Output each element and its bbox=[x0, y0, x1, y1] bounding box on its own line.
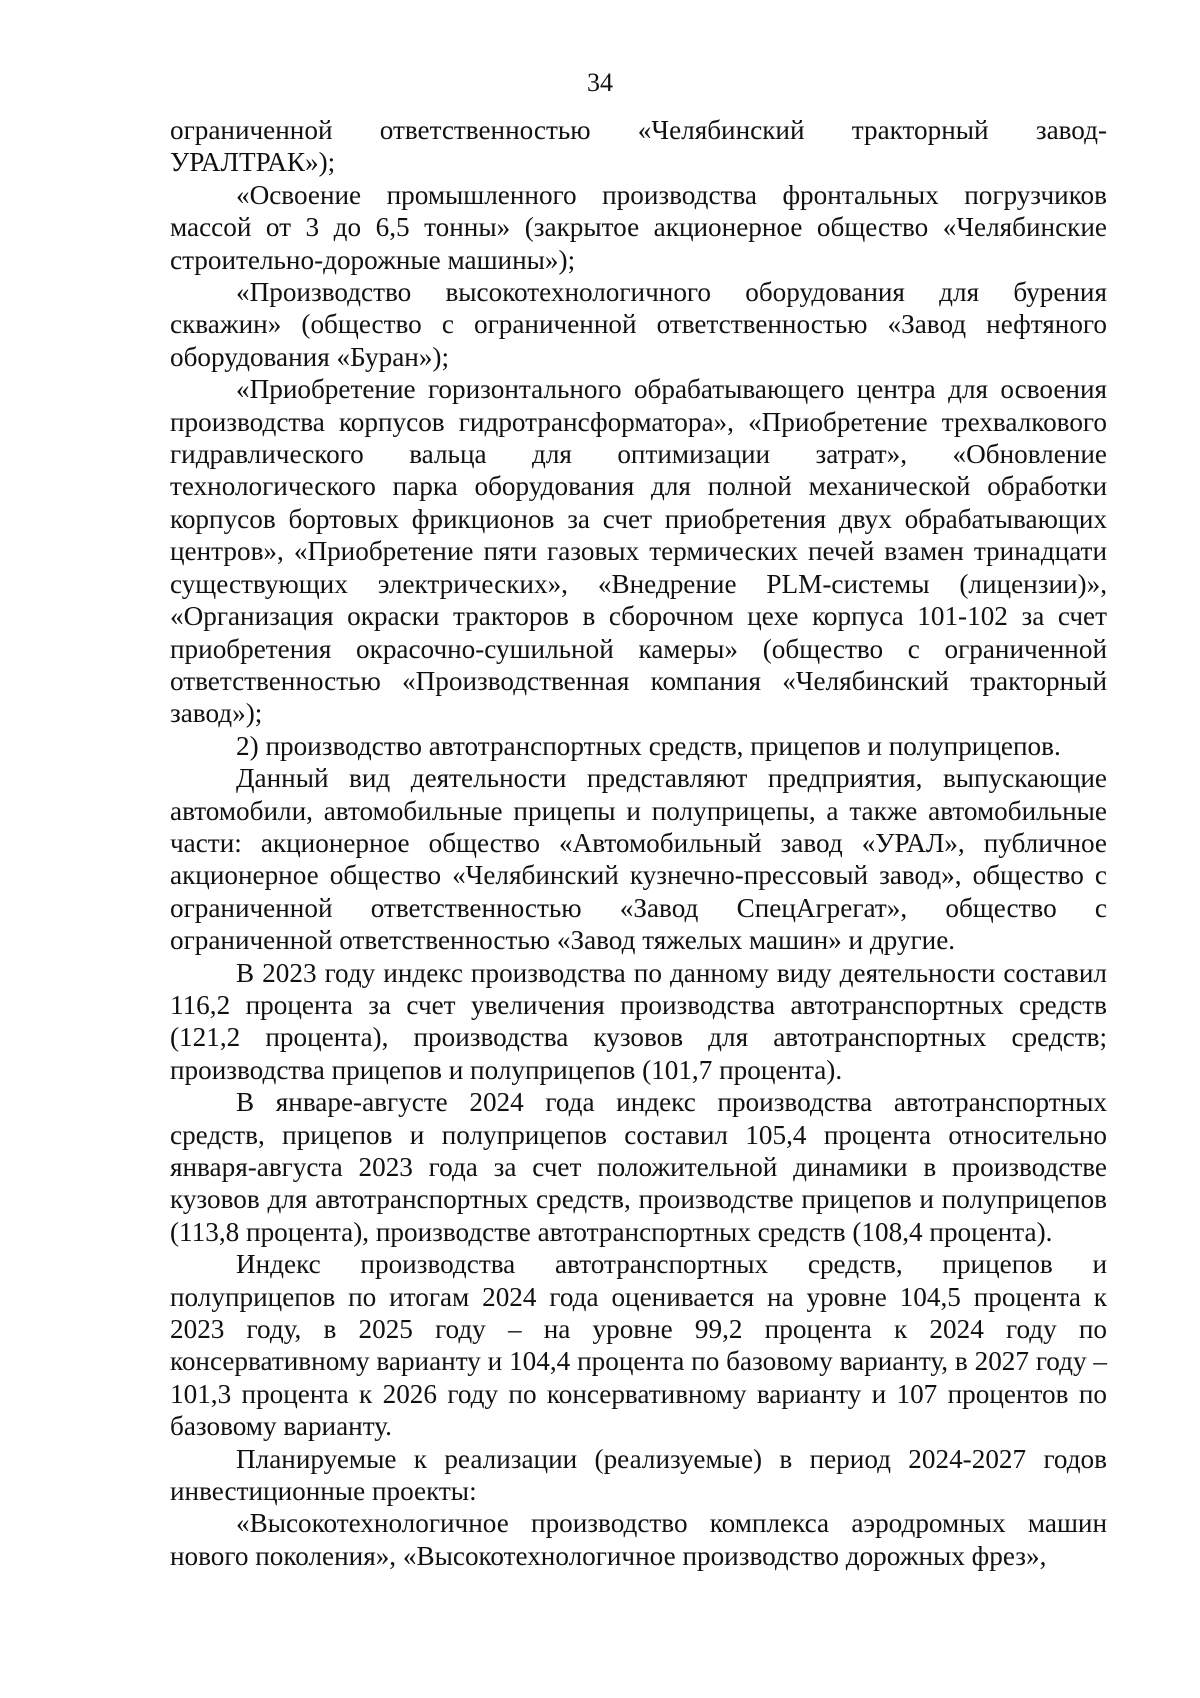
paragraph-list-item: 2) производство автотранспортных средств, прицепов и полуприцепов. bbox=[236, 730, 1061, 761]
paragraph: В январе-августе 2024 года индекс производства автотранспортных средств, прицепов и полуприцепов составил 105,4 процента относительно января-августа 2023 года за счет положительной динамики в производстве кузовов для автотранспортных средств, производстве прицепов и полуприцепов (113,8 процента), производстве автотранспортных средств (108,4 процента). bbox=[170, 1087, 1107, 1247]
paragraph-continuation: ограниченной ответственностью «Челябинский тракторный завод-УРАЛТРАК»); bbox=[170, 115, 1107, 178]
paragraph: «Производство высокотехнологичного оборудования для бурения скважин» (общество с ограниченной ответственностью «Завод нефтяного оборудования «Буран»); bbox=[170, 277, 1107, 372]
document-body bbox=[170, 114, 1107, 1572]
paragraph: Данный вид деятельности представляют предприятия, выпускающие автомобили, автомобильные прицепы и полуприцепы, а также автомобильные части: акционерное общество «Автомобильный завод «УРАЛ», публичное акционерное общество «Челябинский кузнечно-прессовый завод», общество с ограниченной ответственностью «Завод СпецАгрегат», общество с ограниченной ответственностью «Завод тяжелых машин» и другие. bbox=[170, 763, 1107, 956]
paragraph: «Высокотехнологичное производство комплекса аэродромных машин нового поколения», «Высокотехнологичное производство дорожных фрез», bbox=[170, 1508, 1107, 1571]
paragraph: В 2023 году индекс производства по данному виду деятельности составил 116,2 процента за счет увеличения производства автотранспортных средств (121,2 процента), производства кузовов для автотранспортных средств; производства прицепов и полуприцепов (101,7 процента). bbox=[170, 957, 1107, 1085]
paragraph: Планируемые к реализации (реализуемые) в период 2024-2027 годов инвестиционные проекты: bbox=[170, 1443, 1107, 1507]
paragraph: Индекс производства автотранспортных средств, прицепов и полуприцепов по итогам 2024 года оценивается на уровне 104,5 процента к 2023 году, в 2025 году – на уровне 99,2 процента к 2024 году по консервативному варианту и 104,4 процента по базовому варианту, в 2027 году – 101,3 процента к 2026 году по консервативному варианту и 107 процентов по базовому варианту. bbox=[170, 1249, 1107, 1442]
paragraph: «Освоение промышленного производства фронтальных погрузчиков массой от 3 до 6,5 тонны» (закрытое акционерное общество «Челябинские строительно-дорожные машины»); bbox=[170, 179, 1107, 275]
paragraph: «Приобретение горизонтального обрабатывающего центра для освоения производства корпусов гидротрансформатора», «Приобретение трехвалкового гидравлического вальца для оптимизации затрат», «Обновление технологического парка оборудования для полной механической обработки корпусов бортовых фрикционов за счет приобретения двух обрабатывающих центров», «Приобретение пяти газовых термических печей взамен тринадцати существующих электрических», «Внедрение PLM-системы (лицензии)», «Организация окраски тракторов в сборочном цехе корпуса 101-102 за счет приобретения окрасочно-сушильной камеры» (общество с ограниченной ответственностью «Производственная компания «Челябинский тракторный завод»); bbox=[170, 374, 1107, 729]
page-number: 34 bbox=[587, 68, 613, 97]
